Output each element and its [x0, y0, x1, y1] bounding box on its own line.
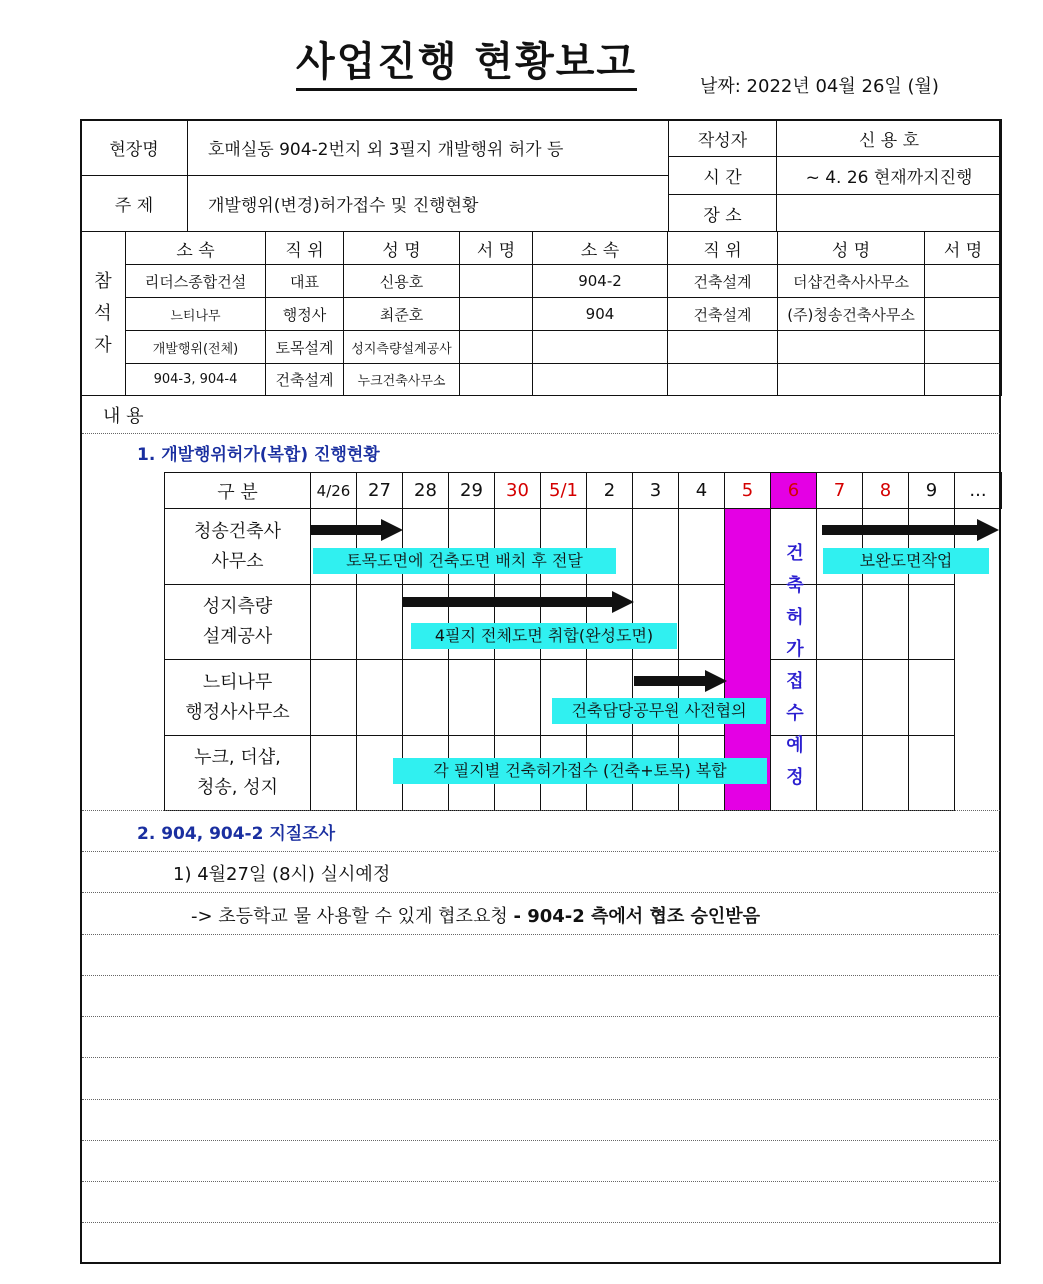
line2-text: -> 초등학교 물 사용할 수 있게 협조요청 — [191, 906, 514, 927]
date-cell: ... — [955, 473, 1002, 509]
date-cell: 5/1 — [541, 473, 587, 509]
schedule-row-label — [165, 585, 311, 660]
divider — [82, 1181, 1000, 1182]
date-cell: 29 — [449, 473, 495, 509]
side-char-3: 자 — [94, 334, 112, 356]
col-name-2: 성 명 — [778, 232, 925, 265]
divider — [82, 934, 1000, 935]
attendee-cell: 느티나무 — [126, 298, 266, 331]
attendee-cell: 행정사 — [266, 298, 344, 331]
attendee-cell — [460, 298, 533, 331]
arrow-right-icon — [634, 676, 705, 686]
divider — [82, 1016, 1000, 1017]
col-position-2: 직 위 — [668, 232, 778, 265]
place-value — [777, 195, 1002, 232]
attendee-cell — [925, 331, 1002, 364]
col-affiliation-2: 소 속 — [533, 232, 668, 265]
site-value: 호매실동 904-2번지 외 3필지 개발행위 허가 등 — [188, 120, 669, 176]
date-cell: 7 — [817, 473, 863, 509]
attendee-cell — [925, 364, 1002, 396]
col-affiliation: 소 속 — [126, 232, 266, 265]
schedule-row-label — [165, 509, 311, 585]
milestone-char: 건 — [786, 543, 804, 564]
divider — [82, 851, 1000, 852]
date-cell: 9 — [909, 473, 955, 509]
attendee-cell — [925, 298, 1002, 331]
col-signature-2: 서 명 — [925, 232, 1002, 265]
place-label: 장 소 — [669, 195, 777, 232]
divider — [82, 1057, 1000, 1058]
attendee-cell — [460, 331, 533, 364]
attendee-row — [81, 298, 1002, 331]
arrow-right-icon — [311, 525, 381, 535]
page-title: 사업진행 현황보고 — [296, 38, 637, 91]
attendee-cell: 누크건축사무소 — [344, 364, 460, 396]
date-cell: 3 — [633, 473, 679, 509]
author-value: 신 용 호 — [777, 120, 1002, 157]
divider — [82, 892, 1000, 893]
header-table — [80, 119, 1002, 232]
attendee-cell: 최준호 — [344, 298, 460, 331]
row-label-line1: 청송건축사 — [194, 520, 281, 542]
row-label-line2: 행정사사무소 — [185, 701, 290, 723]
schedule-row-label — [165, 736, 311, 811]
attendees-table — [80, 231, 1002, 396]
attendee-cell — [668, 364, 778, 396]
arrow-right-icon — [822, 525, 977, 535]
divider — [82, 975, 1000, 976]
date-cell: 8 — [863, 473, 909, 509]
schedule-header-row — [165, 473, 1002, 509]
time-value: ~ 4. 26 현재까지진행 — [777, 157, 1002, 195]
subject-value: 개발행위(변경)허가접수 및 진행현황 — [188, 176, 669, 232]
author-label: 작성자 — [669, 120, 777, 157]
col-name: 성 명 — [344, 232, 460, 265]
milestone-char: 예 — [786, 735, 804, 756]
milestone-char: 가 — [786, 639, 804, 660]
milestone-label — [773, 538, 817, 794]
attendee-cell — [778, 331, 925, 364]
attendee-cell: 리더스종합건설 — [126, 265, 266, 298]
milestone-char: 접 — [786, 671, 804, 692]
attendee-cell: 건축설계 — [266, 364, 344, 396]
date-cell: 27 — [357, 473, 403, 509]
row-label-line1: 누크, 더샵, — [194, 747, 281, 768]
divider — [82, 1222, 1000, 1223]
row-label-line1: 성지측량 — [202, 596, 273, 617]
row-label-line2: 청송, 성지 — [197, 777, 278, 798]
milestone-char: 수 — [786, 703, 804, 724]
side-char-1: 참 — [94, 270, 112, 292]
date-cell: 4/26 — [311, 473, 357, 509]
report-date: 날짜: 2022년 04월 26일 (월) — [700, 76, 939, 97]
attendee-cell — [533, 364, 668, 396]
arrow-right-icon — [403, 597, 612, 607]
attendee-cell: 904 — [533, 298, 668, 331]
row-label-line2: 사무소 — [211, 550, 264, 572]
section1-title: 1. 개발행위허가(복합) 진행현황 — [137, 445, 380, 465]
task-bar: 각 필지별 건축허가접수 (건축+토목) 복합 — [393, 758, 767, 784]
date-cell: 30 — [495, 473, 541, 509]
date-cell: 5 — [725, 473, 771, 509]
attendee-row — [81, 331, 1002, 364]
attendees-side-label — [81, 232, 126, 396]
attendee-cell: 건축설계 — [668, 298, 778, 331]
task-bar: 보완도면작업 — [823, 548, 989, 574]
side-char-2: 석 — [94, 302, 112, 324]
task-bar: 4필지 전체도면 취합(완성도면) — [411, 623, 677, 649]
date-cell-milestone: 6 — [771, 473, 817, 509]
col-position: 직 위 — [266, 232, 344, 265]
divider — [82, 1140, 1000, 1141]
attendee-cell — [925, 265, 1002, 298]
attendee-cell — [778, 364, 925, 396]
attendee-cell — [533, 331, 668, 364]
schedule-header-label: 구 분 — [165, 473, 311, 509]
section2-line1: 1) 4월27일 (8시) 실시예정 — [173, 864, 391, 885]
col-signature: 서 명 — [460, 232, 533, 265]
attendee-cell: 더샵건축사사무소 — [778, 265, 925, 298]
milestone-char: 축 — [786, 575, 804, 596]
section2-title: 2. 904, 904-2 지질조사 — [137, 824, 336, 844]
subject-label: 주 제 — [81, 176, 188, 232]
attendee-cell: 개발행위(전체) — [126, 331, 266, 364]
attendee-cell: 대표 — [266, 265, 344, 298]
attendee-cell — [460, 265, 533, 298]
attendee-cell: 904-3, 904-4 — [126, 364, 266, 396]
line2-bold-text: - 904-2 측에서 협조 승인받음 — [513, 906, 761, 927]
attendee-cell — [668, 331, 778, 364]
attendee-row — [81, 364, 1002, 396]
attendee-cell: 904-2 — [533, 265, 668, 298]
site-label: 현장명 — [81, 120, 188, 176]
date-cell: 4 — [679, 473, 725, 509]
attendee-row — [81, 265, 1002, 298]
attendee-cell: 건축설계 — [668, 265, 778, 298]
divider — [82, 1099, 1000, 1100]
schedule-row-label — [165, 660, 311, 736]
section2-line2 — [191, 902, 760, 928]
divider — [82, 433, 1000, 434]
milestone-char: 정 — [786, 767, 804, 788]
attendee-cell — [460, 364, 533, 396]
attendee-cell: (주)청송건축사무소 — [778, 298, 925, 331]
divider — [82, 810, 1000, 811]
attendee-cell: 토목설계 — [266, 331, 344, 364]
date-cell: 2 — [587, 473, 633, 509]
date-cell: 28 — [403, 473, 449, 509]
milestone-char: 허 — [786, 607, 804, 628]
time-label: 시 간 — [669, 157, 777, 195]
row-label-line1: 느티나무 — [202, 671, 273, 693]
row-label-line2: 설계공사 — [202, 626, 273, 647]
attendee-cell: 신용호 — [344, 265, 460, 298]
task-bar: 건축담당공무원 사전협의 — [552, 698, 766, 724]
attendee-cell: 성지측량설계공사 — [344, 331, 460, 364]
content-label: 내 용 — [103, 406, 144, 427]
task-bar: 토목도면에 건축도면 배치 후 전달 — [313, 548, 616, 574]
